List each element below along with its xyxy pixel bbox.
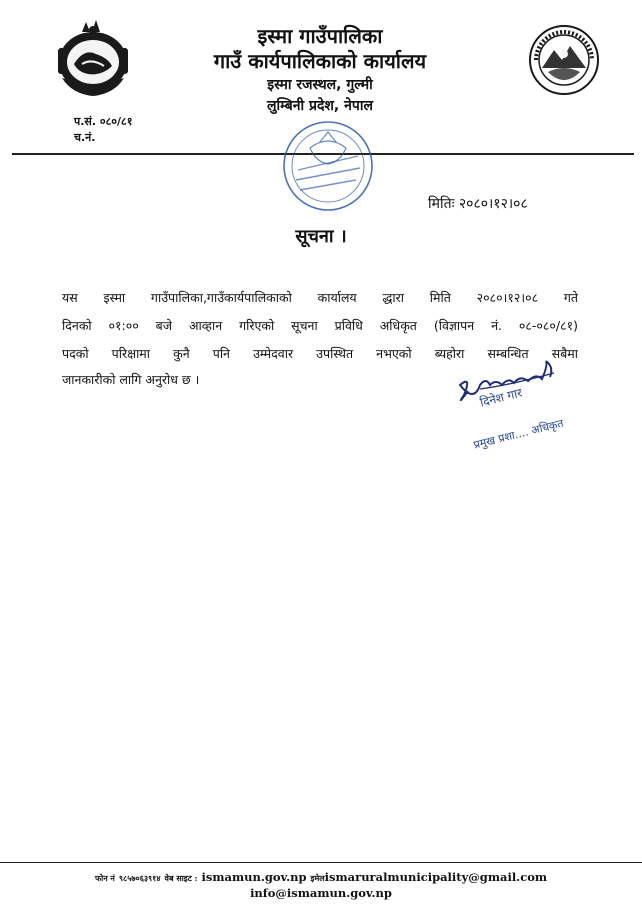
- office-title-line2: गाउँ कार्यपालिकाको कार्यालय: [213, 49, 427, 73]
- notice-date: मितिः २०८०।१२।०८: [428, 196, 528, 212]
- notice-body-line3: पदको परिक्षामा कुनै पनि उम्मेदवार उपस्थित नभएको ब्यहोरा सम्बन्धित सबैमा: [62, 346, 578, 361]
- footer-email-line: [0, 886, 642, 900]
- website-label: वेब साइट :: [164, 873, 198, 883]
- notice-body-line2: दिनको ०१:०० बजे आव्हान गरिएको सूचना प्रविधि अधिकृत (विज्ञापन नं. ०८-०८०/८१): [62, 318, 578, 333]
- email-link-secondary[interactable]: info@ismamun.gov.np: [250, 886, 392, 900]
- fiscal-year-ref: प.सं. ०८०/८१: [74, 115, 133, 128]
- notice-body-line4: जानकारीको लागि अनुरोध छ ।: [62, 372, 200, 387]
- office-title-line1: इस्मा गाउँपालिका: [257, 24, 383, 48]
- email-label: इमेल: [310, 873, 325, 883]
- notice-subject: सूचना ।: [295, 226, 347, 247]
- nepal-government-emblem-icon: [52, 18, 134, 98]
- handwritten-signature-icon: [450, 355, 600, 415]
- website-link[interactable]: ismamun.gov.np: [201, 870, 307, 884]
- signatory-title: प्रमुख प्रशा.... अधिकृत: [472, 416, 565, 452]
- phone-number: ९८५७०६३९१४: [118, 873, 161, 883]
- office-address: इस्मा रजस्थल, गुल्मी: [267, 77, 373, 93]
- office-province: लुम्बिनी प्रदेश, नेपाल: [267, 98, 373, 114]
- signatory-name: दिनेश गार: [478, 385, 524, 410]
- phone-label: फोन नं: [94, 873, 115, 883]
- footer-divider: [0, 862, 642, 863]
- office-stamp-icon: [280, 118, 376, 214]
- email-link-primary[interactable]: ismaruralmunicipality@gmail.com: [324, 870, 548, 884]
- footer-contact-line: [0, 870, 642, 884]
- notice-body-line1: यस इस्मा गाउँपालिका,गाउँकार्यपालिकाको कार्यालय द्धारा मिति २०८०।१२।०८ गते: [62, 290, 578, 305]
- ismamun-municipality-logo-icon: [528, 24, 600, 96]
- dispatch-number-ref: च.नं.: [74, 131, 96, 144]
